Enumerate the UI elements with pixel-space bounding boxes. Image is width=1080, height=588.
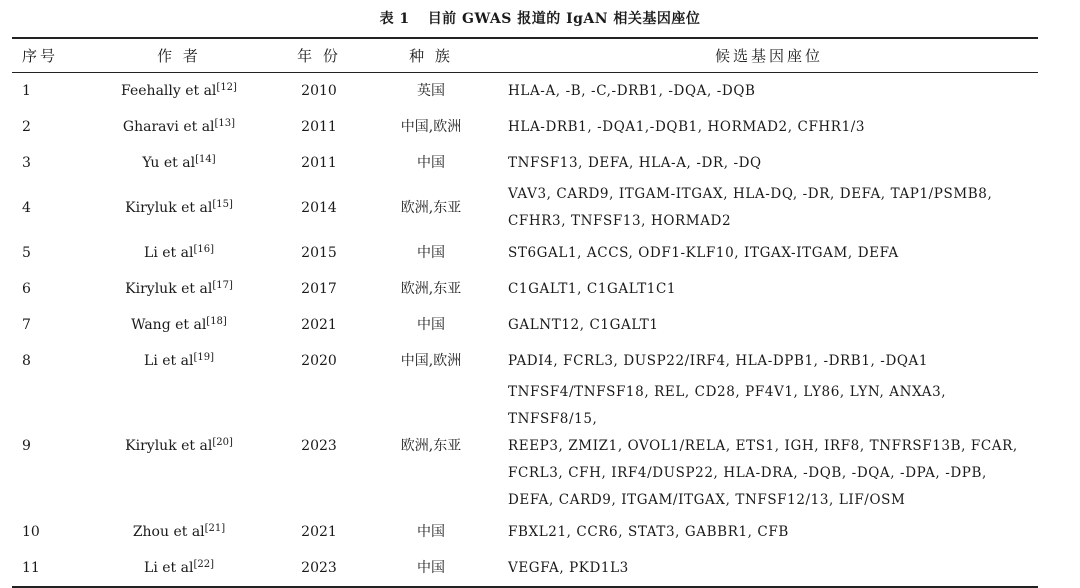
cell-year: 2010 bbox=[301, 82, 337, 99]
cell-ethnicity: 中国 bbox=[417, 316, 445, 333]
cell-no: 3 bbox=[22, 154, 31, 171]
loci-line: GALNT12, C1GALT1 bbox=[508, 316, 659, 333]
reference-citation: [17] bbox=[212, 279, 233, 291]
cell-loci bbox=[500, 343, 1038, 379]
cell-no: 1 bbox=[22, 82, 31, 99]
cell-year: 2014 bbox=[301, 199, 337, 216]
author-name: Kiryluk et al bbox=[125, 280, 213, 297]
loci-line: HLA-A, -B, -C,-DRB1, -DQA, -DQB bbox=[508, 82, 756, 99]
cell-ethnicity: 欧洲,东亚 bbox=[400, 199, 462, 216]
cell-author bbox=[82, 271, 276, 307]
cell-author bbox=[82, 73, 276, 110]
cell-ethnicity: 中国 bbox=[417, 244, 445, 261]
header-row bbox=[12, 38, 1038, 73]
table-row bbox=[12, 379, 1038, 514]
reference-citation: [14] bbox=[195, 153, 216, 165]
cell-no: 6 bbox=[22, 280, 31, 297]
reference-citation: [21] bbox=[204, 522, 226, 534]
cell-no: 5 bbox=[22, 244, 31, 261]
table-row bbox=[12, 109, 1038, 145]
header-author: 作 者 bbox=[157, 47, 201, 65]
cell-year: 2015 bbox=[301, 244, 337, 261]
table-row bbox=[12, 235, 1038, 271]
header-year: 年 份 bbox=[297, 47, 341, 65]
cell-author bbox=[82, 307, 276, 343]
cell-year: 2021 bbox=[301, 523, 337, 540]
table-title: 目前 GWAS 报道的 IgAN 相关基因座位 bbox=[427, 11, 701, 27]
loci-line: C1GALT1, C1GALT1C1 bbox=[508, 280, 677, 297]
author-name: Zhou et al bbox=[132, 523, 205, 540]
cell-year: 2011 bbox=[301, 154, 337, 171]
cell-loci bbox=[500, 73, 1038, 110]
loci-line: ST6GAL1, ACCS, ODF1-KLF10, ITGAX-ITGAM, DEFA bbox=[508, 244, 899, 261]
gwas-loci-table bbox=[12, 37, 1038, 588]
loci-line: REEP3, ZMIZ1, OVOL1/RELA, ETS1, IGH, IRF8, TNFRSF13B, FCAR, bbox=[508, 438, 1018, 454]
cell-loci bbox=[500, 145, 1038, 181]
table-number: 表 1 bbox=[379, 11, 410, 27]
table-row bbox=[12, 145, 1038, 181]
cell-year: 2020 bbox=[301, 352, 337, 369]
cell-no: 10 bbox=[22, 523, 40, 540]
cell-author bbox=[82, 181, 276, 235]
cell-no: 2 bbox=[22, 118, 31, 135]
cell-author bbox=[82, 550, 276, 587]
loci-line: FBXL21, CCR6, STAT3, GABBR1, CFB bbox=[508, 523, 789, 540]
reference-citation: [22] bbox=[193, 558, 214, 570]
loci-line: VEGFA, PKD1L3 bbox=[508, 559, 629, 576]
cell-loci bbox=[500, 109, 1038, 145]
reference-citation: [15] bbox=[212, 198, 233, 210]
cell-ethnicity: 英国 bbox=[417, 82, 445, 99]
cell-no: 11 bbox=[22, 559, 40, 576]
cell-loci bbox=[500, 550, 1038, 587]
loci-line: HLA-DRB1, -DQA1,-DQB1, HORMAD2, CFHR1/3 bbox=[508, 118, 866, 135]
author-name: Kiryluk et al bbox=[125, 438, 213, 454]
author-name: Kiryluk et al bbox=[125, 199, 213, 216]
table-row bbox=[12, 343, 1038, 379]
author-name: Li et al bbox=[144, 244, 194, 261]
author-name: Feehally et al bbox=[121, 82, 217, 99]
cell-author bbox=[82, 379, 276, 514]
table-row bbox=[12, 307, 1038, 343]
cell-author bbox=[82, 235, 276, 271]
header-no: 序号 bbox=[22, 47, 59, 65]
cell-author bbox=[82, 109, 276, 145]
reference-citation: [12] bbox=[216, 81, 237, 93]
reference-citation: [20] bbox=[212, 437, 233, 448]
cell-no: 7 bbox=[22, 316, 31, 333]
cell-ethnicity: 欧洲,东亚 bbox=[400, 438, 462, 454]
loci-line: PADI4, FCRL3, DUSP22/IRF4, HLA-DPB1, -DRB1, -DQA1 bbox=[508, 352, 929, 369]
cell-no: 8 bbox=[22, 352, 31, 369]
table-row bbox=[12, 271, 1038, 307]
loci-line: VAV3, CARD9, ITGAM-ITGAX, HLA-DQ, -DR, DEFA, TAP1/PSMB8, bbox=[508, 186, 993, 202]
cell-loci bbox=[500, 271, 1038, 307]
cell-author bbox=[82, 514, 276, 550]
reference-citation: [18] bbox=[206, 315, 227, 327]
author-name: Li et al bbox=[144, 559, 194, 576]
cell-loci bbox=[500, 235, 1038, 271]
author-name: Li et al bbox=[144, 352, 194, 369]
loci-line: TNFSF13, DEFA, HLA-A, -DR, -DQ bbox=[508, 154, 762, 171]
cell-no: 4 bbox=[22, 199, 31, 216]
cell-ethnicity: 中国 bbox=[417, 154, 445, 171]
loci-line: FCRL3, CFH, IRF4/DUSP22, HLA-DRA, -DQB, -DQA, -DPA, -DPB, bbox=[508, 465, 987, 481]
cell-loci bbox=[500, 307, 1038, 343]
cell-author bbox=[82, 343, 276, 379]
cell-loci bbox=[500, 181, 1038, 235]
table-row bbox=[12, 181, 1038, 235]
cell-year: 2021 bbox=[301, 316, 337, 333]
author-name: Wang et al bbox=[131, 316, 207, 333]
table-row bbox=[12, 514, 1038, 550]
reference-citation: [16] bbox=[193, 243, 214, 255]
cell-loci bbox=[500, 514, 1038, 550]
loci-line: CFHR3, TNFSF13, HORMAD2 bbox=[508, 213, 732, 229]
cell-ethnicity: 中国 bbox=[417, 559, 445, 576]
cell-loci bbox=[500, 379, 1038, 514]
cell-year: 2023 bbox=[301, 559, 337, 576]
cell-no: 9 bbox=[22, 438, 31, 454]
table-body bbox=[12, 73, 1038, 588]
loci-line: DEFA, CARD9, ITGAM/ITGAX, TNFSF12/13, LIF/OSM bbox=[508, 492, 906, 508]
cell-ethnicity: 中国,欧洲 bbox=[400, 118, 462, 135]
table-row bbox=[12, 550, 1038, 587]
reference-citation: [19] bbox=[193, 351, 214, 363]
cell-year: 2011 bbox=[301, 118, 337, 135]
cell-author bbox=[82, 145, 276, 181]
header-loci: 候选基因座位 bbox=[714, 47, 823, 65]
cell-year: 2017 bbox=[301, 280, 337, 297]
cell-year: 2023 bbox=[301, 438, 337, 454]
header-ethnicity: 种 族 bbox=[409, 47, 453, 65]
table-row bbox=[12, 73, 1038, 110]
table-caption bbox=[0, 8, 1080, 28]
cell-ethnicity: 欧洲,东亚 bbox=[400, 280, 462, 297]
cell-ethnicity: 中国,欧洲 bbox=[400, 352, 462, 369]
author-name: Gharavi et al bbox=[122, 118, 215, 135]
author-name: Yu et al bbox=[142, 154, 196, 171]
loci-line: TNFSF4/TNFSF18, REL, CD28, PF4V1, LY86, LYN, ANXA3, TNFSF8/15, bbox=[508, 384, 947, 427]
reference-citation: [13] bbox=[214, 117, 236, 129]
cell-ethnicity: 中国 bbox=[417, 523, 445, 540]
